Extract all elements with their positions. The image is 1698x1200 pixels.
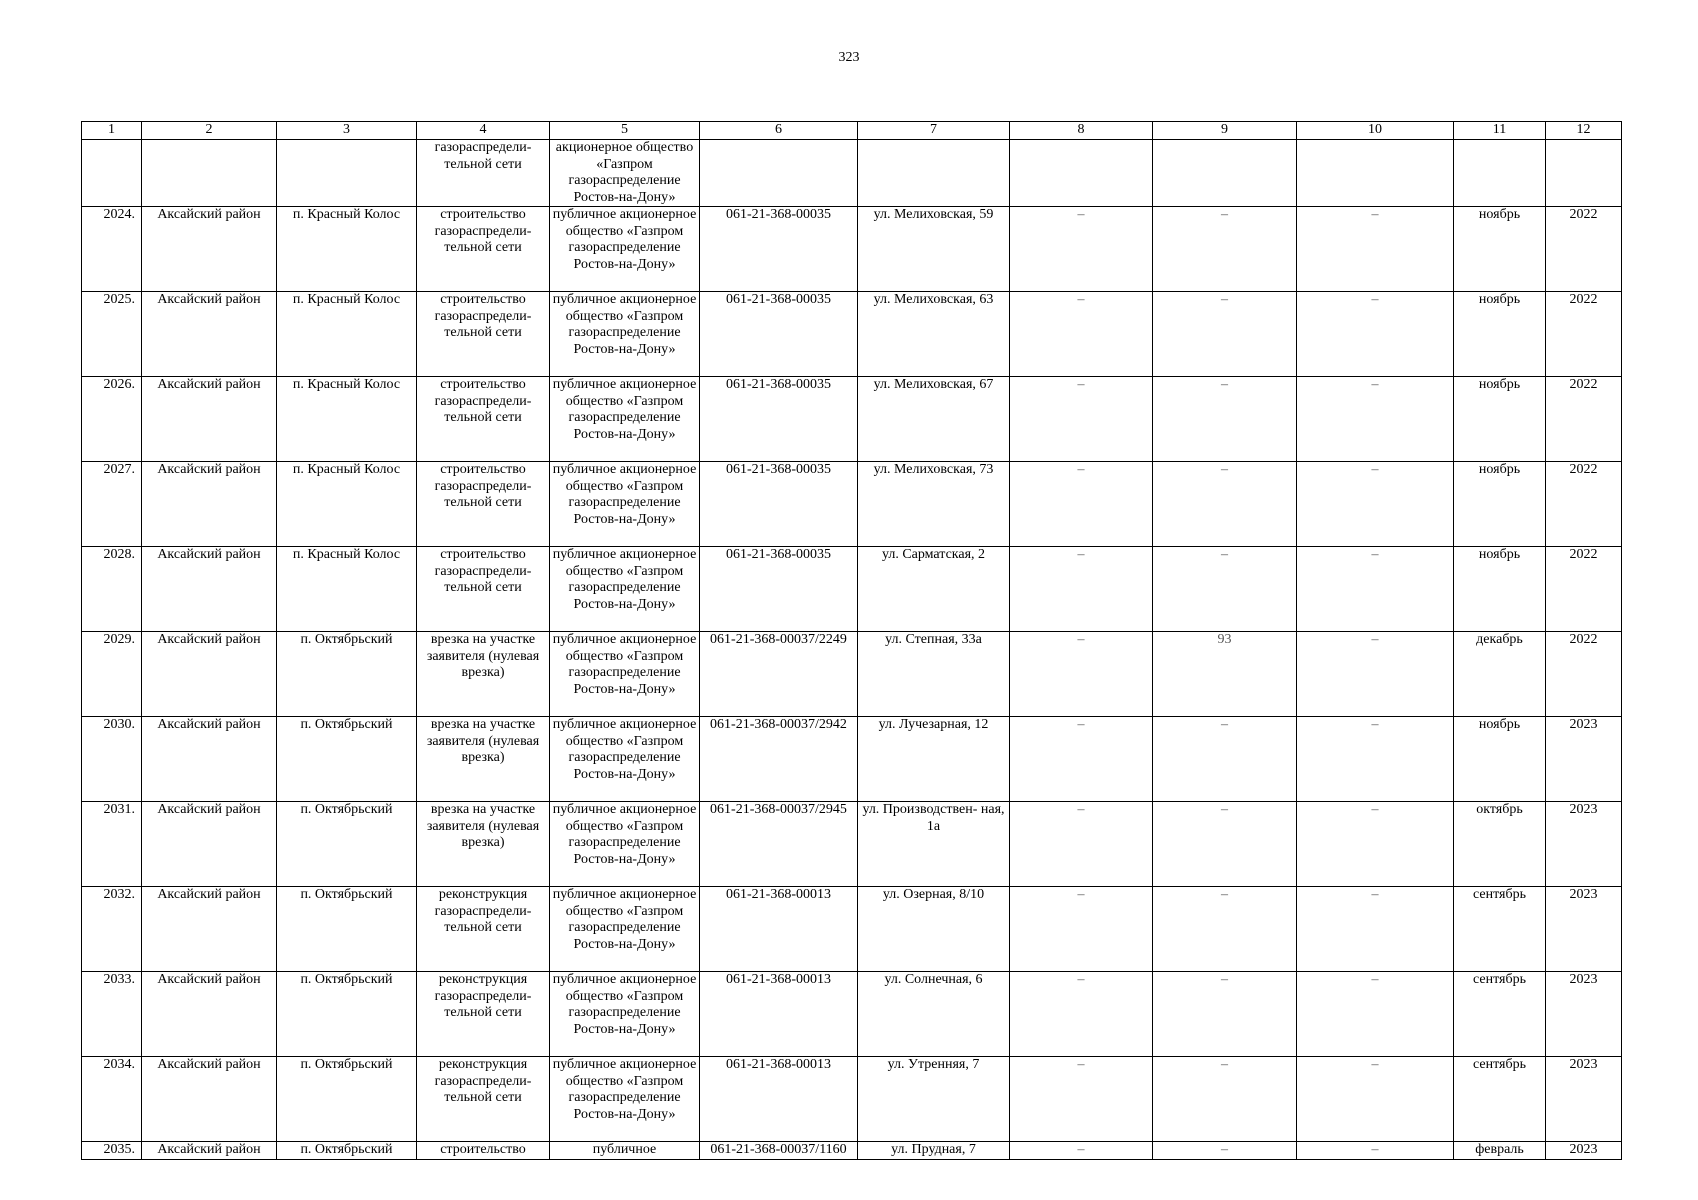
year-cell: 2022 (1546, 462, 1622, 547)
continuation-row (82, 140, 1622, 207)
district-cell: Аксайский район (142, 887, 277, 972)
column-9-cell: – (1153, 462, 1297, 547)
table-row (82, 1142, 1622, 1160)
address-cell: ул. Степная, 33а (858, 632, 1010, 717)
operator-cell: публичное акционерное общество «Газпром газораспределение Ростов-на-Дону» (550, 632, 700, 717)
work-type-cell: реконструкция газораспредели- тельной сети (417, 1057, 550, 1142)
operator-cell: публичное акционерное общество «Газпром газораспределение Ростов-на-Дону» (550, 292, 700, 377)
column-10-cell: – (1297, 632, 1454, 717)
header-cell: 2 (142, 122, 277, 140)
locality-cell: п. Октябрьский (277, 802, 417, 887)
month-cell: ноябрь (1454, 377, 1546, 462)
operator-cell: акционерное общество «Газпром газораспределение Ростов-на-Дону» (550, 140, 700, 207)
column-10-cell: – (1297, 292, 1454, 377)
table-header (82, 122, 1622, 140)
column-8-cell: – (1010, 377, 1153, 462)
year-cell: 2023 (1546, 1142, 1622, 1160)
table-row (82, 1057, 1622, 1142)
work-type-cell: строительство (417, 1142, 550, 1160)
table-cell (142, 140, 277, 207)
operator-cell: публичное акционерное общество «Газпром газораспределение Ростов-на-Дону» (550, 972, 700, 1057)
header-cell: 7 (858, 122, 1010, 140)
locality-cell: п. Красный Колос (277, 292, 417, 377)
column-9-cell: – (1153, 292, 1297, 377)
table-body (82, 140, 1622, 1160)
column-9-cell: – (1153, 207, 1297, 292)
locality-cell: п. Октябрьский (277, 632, 417, 717)
year-cell: 2023 (1546, 972, 1622, 1057)
locality-cell: п. Красный Колос (277, 462, 417, 547)
address-cell: ул. Мелиховская, 63 (858, 292, 1010, 377)
header-cell: 3 (277, 122, 417, 140)
header-cell: 9 (1153, 122, 1297, 140)
page-number: 323 (838, 50, 860, 65)
district-cell: Аксайский район (142, 207, 277, 292)
work-type-cell: врезка на участке заявителя (нулевая врезка) (417, 632, 550, 717)
work-type-cell: врезка на участке заявителя (нулевая врезка) (417, 717, 550, 802)
district-cell: Аксайский район (142, 547, 277, 632)
column-8-cell: – (1010, 1057, 1153, 1142)
table-cell (1297, 140, 1454, 207)
locality-cell: п. Красный Колос (277, 547, 417, 632)
row-number-cell: 2034. (82, 1057, 142, 1142)
district-cell: Аксайский район (142, 292, 277, 377)
object-code-cell: 061-21-368-00013 (700, 887, 858, 972)
work-type-cell: строительство газораспредели- тельной сети (417, 207, 550, 292)
header-cell: 11 (1454, 122, 1546, 140)
table-row (82, 972, 1622, 1057)
column-8-cell: – (1010, 887, 1153, 972)
header-row (82, 122, 1622, 140)
operator-cell: публичное (550, 1142, 700, 1160)
row-number-cell: 2035. (82, 1142, 142, 1160)
object-code-cell: 061-21-368-00037/2942 (700, 717, 858, 802)
object-code-cell: 061-21-368-00035 (700, 462, 858, 547)
header-cell: 1 (82, 122, 142, 140)
operator-cell: публичное акционерное общество «Газпром газораспределение Ростов-на-Дону» (550, 547, 700, 632)
object-code-cell: 061-21-368-00035 (700, 207, 858, 292)
year-cell: 2022 (1546, 292, 1622, 377)
table-row (82, 887, 1622, 972)
column-9-cell: 93 (1153, 632, 1297, 717)
column-8-cell: – (1010, 1142, 1153, 1160)
operator-cell: публичное акционерное общество «Газпром газораспределение Ростов-на-Дону» (550, 207, 700, 292)
district-cell: Аксайский район (142, 462, 277, 547)
operator-cell: публичное акционерное общество «Газпром газораспределение Ростов-на-Дону» (550, 887, 700, 972)
row-number-cell: 2026. (82, 377, 142, 462)
column-10-cell: – (1297, 972, 1454, 1057)
table-row (82, 207, 1622, 292)
table-row (82, 717, 1622, 802)
locality-cell: п. Красный Колос (277, 207, 417, 292)
month-cell: ноябрь (1454, 547, 1546, 632)
work-type-cell: газораспредели- тельной сети (417, 140, 550, 207)
table-row (82, 292, 1622, 377)
month-cell: ноябрь (1454, 292, 1546, 377)
column-10-cell: – (1297, 547, 1454, 632)
registry-table (81, 121, 1622, 1160)
header-cell: 10 (1297, 122, 1454, 140)
column-9-cell: – (1153, 802, 1297, 887)
address-cell: ул. Утренняя, 7 (858, 1057, 1010, 1142)
column-10-cell: – (1297, 1142, 1454, 1160)
column-8-cell: – (1010, 802, 1153, 887)
row-number-cell: 2031. (82, 802, 142, 887)
district-cell: Аксайский район (142, 717, 277, 802)
address-cell: ул. Производствен- ная, 1а (858, 802, 1010, 887)
address-cell: ул. Озерная, 8/10 (858, 887, 1010, 972)
column-9-cell: – (1153, 547, 1297, 632)
table-row (82, 377, 1622, 462)
column-9-cell: – (1153, 377, 1297, 462)
table-row (82, 547, 1622, 632)
address-cell: ул. Мелиховская, 73 (858, 462, 1010, 547)
work-type-cell: реконструкция газораспредели- тельной сети (417, 972, 550, 1057)
row-number-cell: 2028. (82, 547, 142, 632)
column-10-cell: – (1297, 377, 1454, 462)
column-8-cell: – (1010, 462, 1153, 547)
row-number-cell: 2024. (82, 207, 142, 292)
year-cell: 2022 (1546, 377, 1622, 462)
row-number-cell: 2032. (82, 887, 142, 972)
object-code-cell: 061-21-368-00035 (700, 292, 858, 377)
table-row (82, 802, 1622, 887)
object-code-cell: 061-21-368-00037/2249 (700, 632, 858, 717)
month-cell: сентябрь (1454, 1057, 1546, 1142)
address-cell: ул. Лучезарная, 12 (858, 717, 1010, 802)
column-8-cell: – (1010, 632, 1153, 717)
row-number-cell: 2033. (82, 972, 142, 1057)
operator-cell: публичное акционерное общество «Газпром газораспределение Ростов-на-Дону» (550, 462, 700, 547)
year-cell: 2022 (1546, 632, 1622, 717)
year-cell: 2022 (1546, 207, 1622, 292)
object-code-cell: 061-21-368-00035 (700, 377, 858, 462)
locality-cell: п. Октябрьский (277, 1057, 417, 1142)
month-cell: ноябрь (1454, 717, 1546, 802)
address-cell: ул. Солнечная, 6 (858, 972, 1010, 1057)
year-cell: 2023 (1546, 887, 1622, 972)
column-9-cell: – (1153, 972, 1297, 1057)
locality-cell: п. Октябрьский (277, 1142, 417, 1160)
column-8-cell: – (1010, 207, 1153, 292)
column-9-cell: – (1153, 1057, 1297, 1142)
column-10-cell: – (1297, 802, 1454, 887)
district-cell: Аксайский район (142, 632, 277, 717)
object-code-cell: 061-21-368-00035 (700, 547, 858, 632)
address-cell: ул. Мелиховская, 59 (858, 207, 1010, 292)
work-type-cell: реконструкция газораспредели- тельной сети (417, 887, 550, 972)
row-number-cell: 2025. (82, 292, 142, 377)
column-10-cell: – (1297, 1057, 1454, 1142)
column-8-cell: – (1010, 972, 1153, 1057)
district-cell: Аксайский район (142, 377, 277, 462)
work-type-cell: врезка на участке заявителя (нулевая врезка) (417, 802, 550, 887)
address-cell: ул. Прудная, 7 (858, 1142, 1010, 1160)
column-10-cell: – (1297, 207, 1454, 292)
locality-cell: п. Красный Колос (277, 377, 417, 462)
table-cell (277, 140, 417, 207)
month-cell: ноябрь (1454, 207, 1546, 292)
row-number-cell: 2029. (82, 632, 142, 717)
object-code-cell: 061-21-368-00037/1160 (700, 1142, 858, 1160)
header-cell: 12 (1546, 122, 1622, 140)
table-row (82, 632, 1622, 717)
operator-cell: публичное акционерное общество «Газпром газораспределение Ростов-на-Дону» (550, 1057, 700, 1142)
year-cell: 2023 (1546, 1057, 1622, 1142)
year-cell: 2023 (1546, 802, 1622, 887)
table-cell (1153, 140, 1297, 207)
table-cell (1546, 140, 1622, 207)
table-cell (1010, 140, 1153, 207)
object-code-cell: 061-21-368-00013 (700, 1057, 858, 1142)
column-10-cell: – (1297, 717, 1454, 802)
work-type-cell: строительство газораспредели- тельной сети (417, 462, 550, 547)
column-8-cell: – (1010, 292, 1153, 377)
locality-cell: п. Октябрьский (277, 887, 417, 972)
operator-cell: публичное акционерное общество «Газпром газораспределение Ростов-на-Дону» (550, 377, 700, 462)
work-type-cell: строительство газораспредели- тельной сети (417, 547, 550, 632)
header-cell: 6 (700, 122, 858, 140)
year-cell: 2023 (1546, 717, 1622, 802)
work-type-cell: строительство газораспредели- тельной сети (417, 377, 550, 462)
district-cell: Аксайский район (142, 1057, 277, 1142)
month-cell: октябрь (1454, 802, 1546, 887)
work-type-cell: строительство газораспредели- тельной сети (417, 292, 550, 377)
year-cell: 2022 (1546, 547, 1622, 632)
district-cell: Аксайский район (142, 1142, 277, 1160)
row-number-cell: 2027. (82, 462, 142, 547)
object-code-cell: 061-21-368-00037/2945 (700, 802, 858, 887)
object-code-cell: 061-21-368-00013 (700, 972, 858, 1057)
header-cell: 5 (550, 122, 700, 140)
table-cell (82, 140, 142, 207)
column-8-cell: – (1010, 547, 1153, 632)
month-cell: сентябрь (1454, 887, 1546, 972)
column-10-cell: – (1297, 887, 1454, 972)
month-cell: декабрь (1454, 632, 1546, 717)
row-number-cell: 2030. (82, 717, 142, 802)
address-cell: ул. Мелиховская, 67 (858, 377, 1010, 462)
table-cell (858, 140, 1010, 207)
locality-cell: п. Октябрьский (277, 717, 417, 802)
table-cell (1454, 140, 1546, 207)
column-8-cell: – (1010, 717, 1153, 802)
district-cell: Аксайский район (142, 802, 277, 887)
column-9-cell: – (1153, 1142, 1297, 1160)
address-cell: ул. Сарматская, 2 (858, 547, 1010, 632)
column-10-cell: – (1297, 462, 1454, 547)
operator-cell: публичное акционерное общество «Газпром газораспределение Ростов-на-Дону» (550, 802, 700, 887)
month-cell: февраль (1454, 1142, 1546, 1160)
column-9-cell: – (1153, 717, 1297, 802)
month-cell: ноябрь (1454, 462, 1546, 547)
month-cell: сентябрь (1454, 972, 1546, 1057)
header-cell: 8 (1010, 122, 1153, 140)
district-cell: Аксайский район (142, 972, 277, 1057)
operator-cell: публичное акционерное общество «Газпром газораспределение Ростов-на-Дону» (550, 717, 700, 802)
locality-cell: п. Октябрьский (277, 972, 417, 1057)
header-cell: 4 (417, 122, 550, 140)
column-9-cell: – (1153, 887, 1297, 972)
table-row (82, 462, 1622, 547)
table-cell (700, 140, 858, 207)
